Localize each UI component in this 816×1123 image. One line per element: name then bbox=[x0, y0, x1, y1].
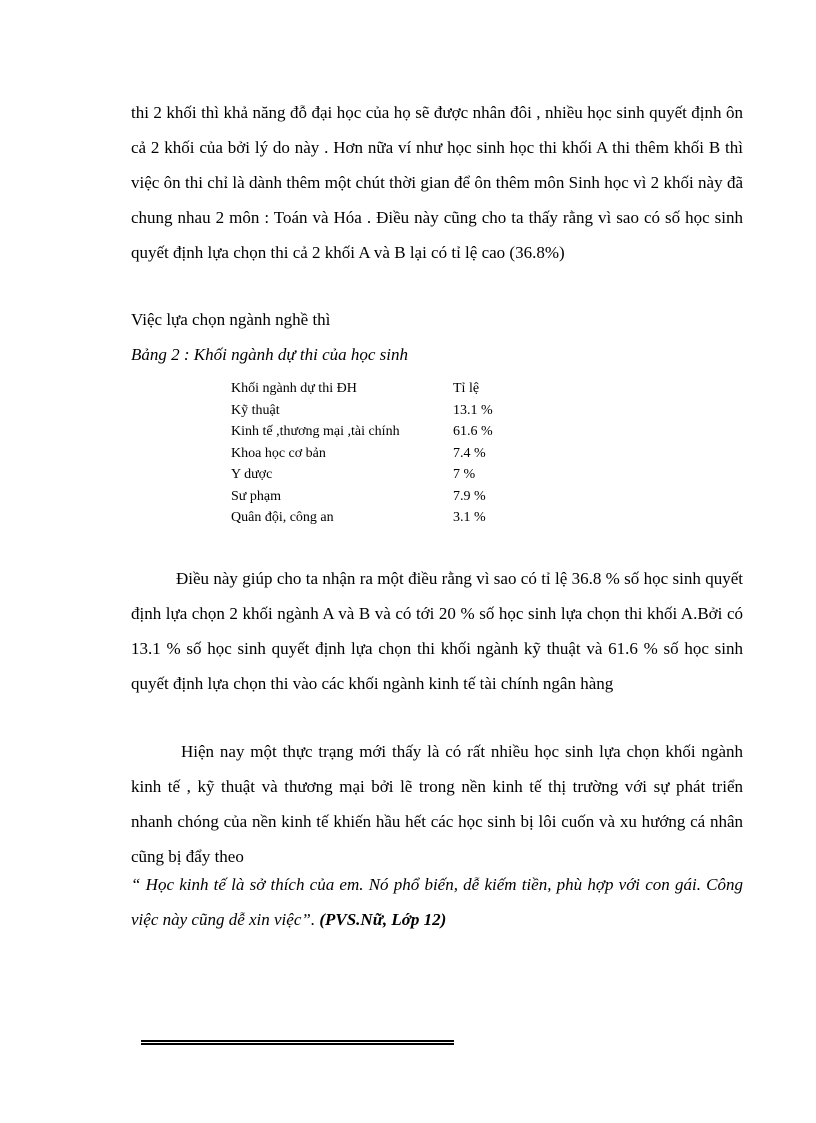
table-cell-value: 7.9 % bbox=[453, 488, 486, 504]
table-cell-label: Kỹ thuật bbox=[231, 402, 280, 418]
quote-source: (PVS.Nữ, Lớp 12) bbox=[319, 910, 447, 929]
table-cell-label: Kinh tế ,thương mại ,tài chính bbox=[231, 424, 400, 439]
table-row bbox=[231, 507, 533, 529]
table-cell-value: 7 % bbox=[453, 467, 476, 482]
body-paragraph-3: Hiện nay một thực trạng mới thấy là có rất nhiều học sinh lựa chọn khối ngành kinh tế , kỹ thuật và thương mại bởi lẽ trong nền kinh tế thị trường với sự phát triển nhanh chóng của nền kinh tế khiến hầu hết các học sinh bị lôi cuốn và xu hướng cá nhân cũng bị đẩy theo bbox=[131, 742, 743, 866]
table-cell-label: Sư phạm bbox=[231, 488, 281, 504]
table-row bbox=[231, 421, 533, 443]
footnote-separator bbox=[141, 1040, 454, 1045]
quote-text: “ Học kinh tế là sở thích của em. Nó phổ biến, dễ kiếm tiền, phù hợp với con gái. Công việc này cũng dễ xin việc”. bbox=[131, 875, 743, 929]
table-caption: Bảng 2 : Khối ngành dự thi của học sinh bbox=[131, 345, 409, 364]
table-header-cell: Tỉ lệ bbox=[453, 381, 480, 396]
table-cell-value: 61.6 % bbox=[453, 424, 493, 439]
intro-line: Việc lựa chọn ngành nghề thì bbox=[131, 310, 331, 329]
table-row bbox=[231, 464, 533, 486]
table-row bbox=[231, 486, 533, 508]
table-cell-value: 7.4 % bbox=[453, 445, 486, 461]
interview-quote bbox=[131, 867, 743, 937]
table-cell-value: 3.1 % bbox=[453, 510, 486, 525]
table-cell-label: Khoa học cơ bản bbox=[231, 445, 326, 461]
table-header-cell: Khối ngành dự thi ĐH bbox=[231, 381, 357, 396]
table-row bbox=[231, 400, 533, 422]
body-paragraph-1: thi 2 khối thì khả năng đỗ đại học của họ sẽ được nhân đôi , nhiều học sinh quyết định ôn cả 2 khối của bởi lý do này . Hơn nữa ví như học sinh học thi khối A thi thêm khối B thì việc ôn thi chỉ là dành thêm một chút thời gian để ôn thêm môn Sinh học vì 2 khối này đã chung nhau 2 môn : Toán và Hóa . Điều này cũng cho ta thấy rằng vì sao có số học sinh quyết định lựa chọn thi cả 2 khối A và B lại có tỉ lệ cao (36.8%) bbox=[131, 103, 743, 262]
table-cell-label: Y dược bbox=[231, 467, 273, 482]
table-cell-value: 13.1 % bbox=[453, 402, 493, 418]
major-ratio-table bbox=[231, 378, 533, 529]
table-header-row bbox=[231, 378, 533, 400]
body-paragraph-2: Điều này giúp cho ta nhận ra một điều rằng vì sao có tỉ lệ 36.8 % số học sinh quyết định lựa chọn 2 khối ngành A và B và có tới 20 % số học sinh lựa chọn thi khối A.Bởi có 13.1 % số học sinh quyết định lựa chọn thi khối ngành kỹ thuật và 61.6 % số học sinh quyết định lựa chọn thi vào các khối ngành kinh tế tài chính ngân hàng bbox=[131, 569, 743, 693]
table-cell-label: Quân đội, công an bbox=[231, 510, 334, 525]
table-row bbox=[231, 443, 533, 465]
